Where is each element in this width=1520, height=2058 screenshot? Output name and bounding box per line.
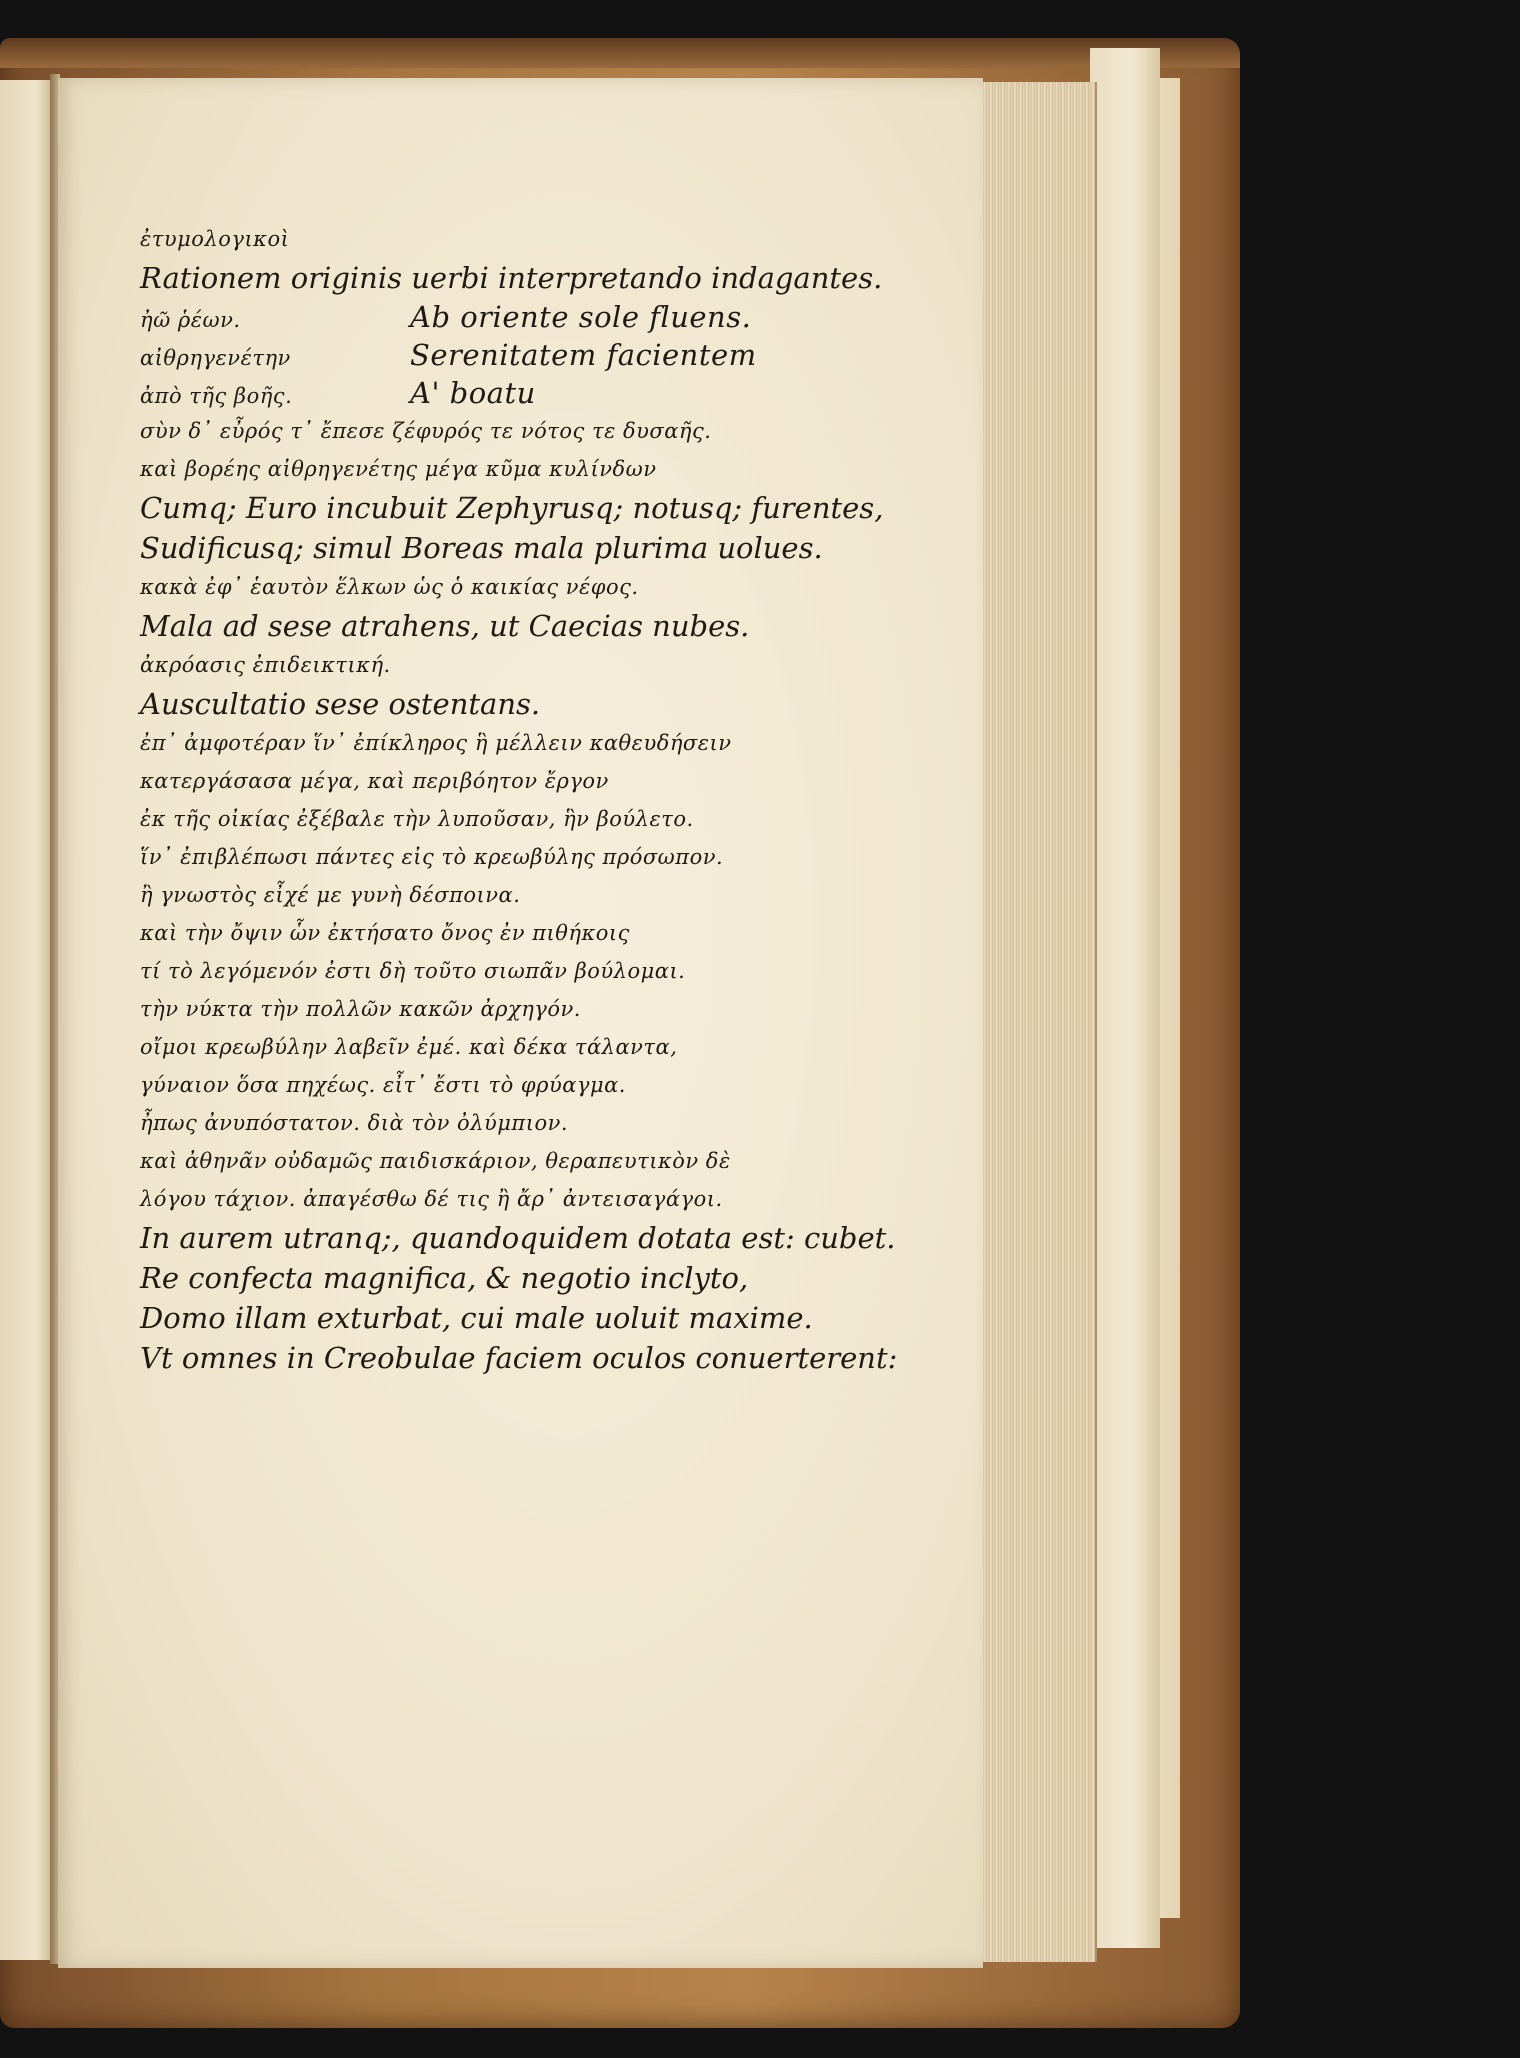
greek-text-line: ἐκ τῆς οἰκίας ἐξέβαλε τὴν λυποῦσαν, ἣν βούλετο. [140,807,694,831]
greek-text-line: ἐπ᾽ ἀμφοτέραν ἵν᾽ ἐπίκληρος ἣ μέλλειν καθευδήσειν [140,731,732,755]
gloss-line [140,336,910,374]
greek-text-line: καὶ ἀθηνᾶν οὐδαμῶς παιδισκάριον, θεραπευτικὸν δὲ [140,1149,731,1173]
latin-text-line: Sudificusq; simul Boreas mala plurima uolues. [140,531,823,565]
latin-text-line: Auscultatio sese ostentans. [140,687,541,721]
greek-text-line: ἦπως ἀνυπόστατον. διὰ τὸν ὀλύμπιον. [140,1111,569,1135]
greek-text-line: τί τὸ λεγόμενόν ἐστι δὴ τοῦτο σιωπᾶν βούλομαι. [140,959,686,983]
gloss-line [140,374,910,412]
text-block [140,220,910,1378]
gloss-greek: ἠῶ ῥέων. [140,308,241,332]
latin-text-line: Domo illam exturbat, cui male uoluit maxime. [140,1301,813,1335]
recto-page [58,78,983,1968]
latin-text-line: Mala ad sese atrahens, ut Caecias nubes. [140,609,750,643]
greek-text-line: καὶ βορέης αἰθρηγενέτης μέγα κῦμα κυλίνδων [140,457,657,481]
page-edges-stack [975,82,1097,1962]
gloss-greek: ἀπὸ τῆς βοῆς. [140,384,293,408]
greek-text-line: κακὰ ἐφ᾽ ἑαυτὸν ἕλκων ὡς ὁ καικίας νέφος. [140,575,639,599]
greek-text-line: γύναιον ὅσα πηχέως. εἶτ᾽ ἔστι τὸ φρύαγμα. [140,1073,626,1097]
latin-text-line: Rationem originis uerbi interpretando indagantes. [140,261,883,295]
latin-text-line: In aurem utranq;, quandoquidem dotata est: cubet. [140,1221,896,1255]
greek-text-line: καὶ τὴν ὄψιν ὧν ἐκτήσατο ὄνος ἐν πιθήκοις [140,921,630,945]
gloss-greek: αἰθρηγενέτην [140,346,291,370]
loose-sheet [1090,48,1160,1948]
left-page-edge [0,80,52,1960]
gloss-latin: Ab oriente sole fluens. [410,300,752,334]
greek-text-line: λόγου τάχιον. ἀπαγέσθω δέ τις ἢ ἄρ᾽ ἀντεισαγάγοι. [140,1187,723,1211]
gloss-line [140,298,910,336]
gloss-latin: Serenitatem facientem [410,338,757,372]
greek-text-line: τὴν νύκτα τὴν πολλῶν κακῶν ἀρχηγόν. [140,997,581,1021]
cover-top-edge [0,38,1240,68]
greek-text-line: ἀκρόασις ἐπιδεικτική. [140,653,391,677]
latin-text-line: Re confecta magnifica, & negotio inclyto, [140,1261,749,1295]
greek-text-line: οἴμοι κρεωβύλην λαβεῖν ἐμέ. καὶ δέκα τάλαντα, [140,1035,678,1059]
greek-text-line: κατεργάσασα μέγα, καὶ περιβόητον ἔργον [140,769,609,793]
greek-text-line: ἢ γνωστὸς εἶχέ με γυνὴ δέσποινα. [140,883,521,907]
greek-text-line: ἵν᾽ ἐπιβλέπωσι πάντες εἰς τὸ κρεωβύλης πρόσωπον. [140,845,724,869]
latin-text-line: Vt omnes in Creobulae faciem oculos conuerterent: [140,1341,898,1375]
greek-text-line: σὺν δ᾽ εὖρός τ᾽ ἔπεσε ζέφυρός τε νότος τε δυσαῆς. [140,419,712,443]
greek-text-line: ἐτυμολογικοὶ [140,227,290,251]
latin-text-line: Cumq; Euro incubuit Zephyrusq; notusq; furentes, [140,491,884,525]
gloss-latin: A' boatu [410,376,536,410]
